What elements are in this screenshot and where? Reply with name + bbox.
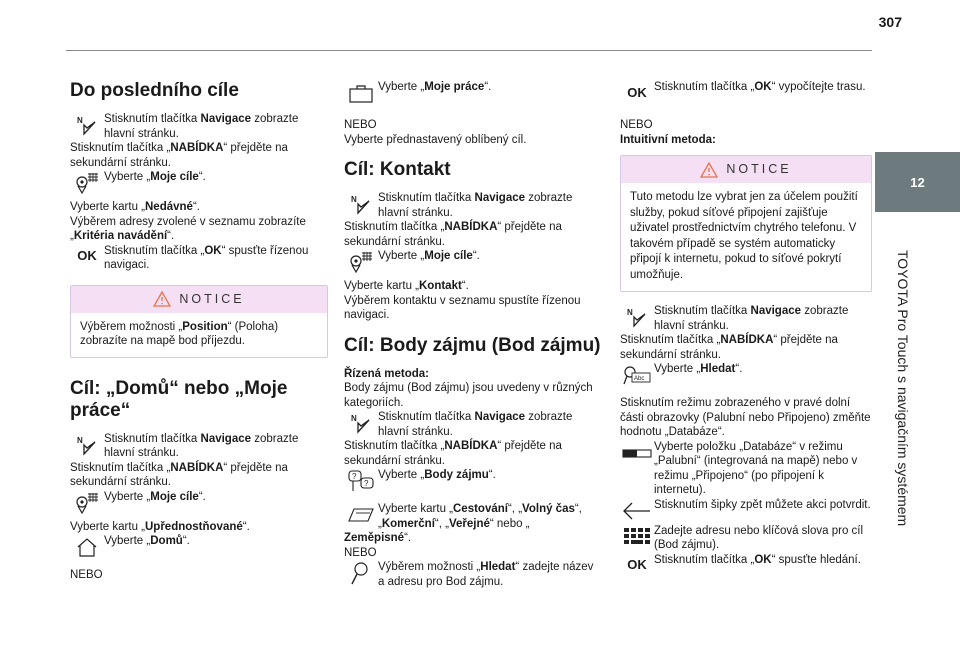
step-text: Stisknutím tlačítka Navigace zobrazte hlavní stránku. bbox=[104, 432, 299, 459]
briefcase-icon bbox=[344, 80, 378, 106]
keyboard-icon bbox=[620, 524, 654, 550]
toggle-icon bbox=[620, 440, 654, 466]
step-text: Stisknutím tlačítka „OK“ spusťte řízenou navigaci. bbox=[104, 244, 309, 271]
step-text: Vyberte položku „Databáze“ v režimu „Palubní“ (integrovaná na mapě) nebo v režimu „Připojeno“ (po připojení k internetu). bbox=[654, 440, 858, 496]
step-navigation bbox=[620, 304, 872, 333]
notice-title: NOTICE bbox=[179, 291, 245, 306]
step-text: Vyberte kartu „Cestování“, „Volný čas“, „Komerční“, „Veřejné“ nebo „ bbox=[378, 503, 582, 530]
warning-icon bbox=[153, 291, 171, 307]
column-2 bbox=[344, 80, 602, 589]
ok-icon: OK bbox=[627, 557, 647, 573]
back-arrow-icon bbox=[620, 498, 654, 524]
or-text: NEBO bbox=[620, 119, 653, 131]
navigation-icon bbox=[344, 191, 378, 217]
step-poi bbox=[344, 468, 602, 494]
step-my-destinations bbox=[70, 170, 328, 196]
step-text: Vyberte „Moje cíle“. bbox=[378, 250, 480, 262]
search-address-icon bbox=[620, 362, 654, 388]
step-back bbox=[620, 498, 872, 524]
step-text: Stisknutím tlačítka Navigace zobrazte hlavní stránku. bbox=[104, 113, 299, 140]
svg-text:Abc: Abc bbox=[634, 376, 645, 382]
chapter-title bbox=[888, 228, 918, 548]
step-text: Vyberte „Hledat“. bbox=[654, 363, 743, 375]
destinations-icon bbox=[70, 490, 104, 516]
chapter-tab[interactable]: 12 bbox=[875, 152, 960, 212]
step-recent: Vyberte kartu „Nedávné“. bbox=[70, 201, 200, 213]
or-text: NEBO bbox=[344, 546, 377, 559]
column-1 bbox=[70, 80, 328, 583]
step-text: Vyberte „Body zájmu“. bbox=[378, 469, 496, 481]
or-text: NEBO bbox=[344, 119, 377, 131]
step-menu: Stisknutím tlačítka „NABÍDKA“ přejděte na sekundární stránku. bbox=[620, 334, 838, 361]
navigation-icon bbox=[70, 112, 104, 138]
step-text: Stisknutím tlačítka Navigace zobrazte hlavní stránku. bbox=[378, 192, 573, 219]
notice-body: Výběrem možnosti „Position“ (Poloha) zobrazíte na mapě bod příjezdu. bbox=[80, 320, 279, 347]
intuitive-method-label: Intuitivní metoda: bbox=[620, 133, 716, 146]
step-text: Vyberte „Moje cíle“. bbox=[104, 171, 206, 183]
step-navigation bbox=[344, 410, 602, 439]
step-preferred: Vyberte kartu „Upřednostňované“. bbox=[70, 520, 250, 533]
poi-intro: Body zájmu (Bod zájmu) jsou uvedeny v různých kategoriích. bbox=[344, 382, 593, 409]
step-navigation bbox=[344, 191, 602, 220]
step-select-address: Výběrem adresy zvolené v seznamu zobrazíte „Kritéria navádění“. bbox=[70, 215, 306, 242]
notice-body: Tuto metodu lze vybrat jen za účelem použití služby, pokud síťové připojení zajišťuje uživatel prostřednictvím chytrého telefonu. V takovém případě se systém automaticky připojí k internetu, pokud to síťové pokrytí umožňuje. bbox=[630, 191, 858, 281]
ok-icon: OK bbox=[77, 248, 97, 264]
step-search bbox=[620, 362, 872, 388]
header-rule bbox=[66, 50, 872, 51]
heading-home-work: Cíl: „Domů“ nebo „Moje práce“ bbox=[70, 377, 288, 421]
step-text: Stisknutím tlačítka „OK“ spusťte hledání. bbox=[654, 553, 861, 566]
notice-box bbox=[70, 285, 328, 358]
svg-text:?: ? bbox=[352, 472, 357, 481]
step-my-destinations bbox=[344, 249, 602, 275]
poi-icon bbox=[344, 468, 378, 494]
svg-text:?: ? bbox=[364, 479, 369, 488]
search-icon bbox=[344, 560, 378, 586]
step-favorite: Vyberte přednastavený oblíbený cíl. bbox=[344, 133, 527, 146]
step-mode: Stisknutím režimu zobrazeného v pravé dolní části obrazovky (Palubní nebo Připojeno) změňte hodnotu „Databáze“. bbox=[620, 397, 871, 438]
heading-poi: Cíl: Body zájmu (Bod zájmu) bbox=[344, 334, 601, 356]
step-text: Stisknutím šipky zpět můžete akci potvrdit. bbox=[654, 498, 871, 511]
heading-last-destination: Do posledního cíle bbox=[70, 80, 239, 101]
step-text: Vyberte „Moje cíle“. bbox=[104, 490, 206, 503]
page-number: 307 bbox=[878, 14, 902, 30]
navigation-icon bbox=[70, 432, 104, 458]
notice-header bbox=[71, 286, 327, 313]
step-text: Stisknutím tlačítka „OK“ vypočítejte trasu. bbox=[654, 81, 866, 93]
step-contact-tab: Vyberte kartu „Kontakt“. bbox=[344, 280, 469, 292]
guided-method-label: Řízená metoda: bbox=[344, 367, 429, 380]
step-category-tabs-cont: Zeměpisné“. bbox=[344, 532, 412, 544]
step-home bbox=[70, 534, 328, 560]
or-text: NEBO bbox=[70, 569, 103, 581]
svg-text:N: N bbox=[77, 435, 83, 445]
column-3 bbox=[620, 80, 872, 579]
step-text: Vyberte „Moje práce“. bbox=[378, 81, 492, 93]
step-select-contact: Výběrem kontaktu v seznamu spustíte řízenou navigaci. bbox=[344, 294, 581, 321]
destinations-icon bbox=[344, 249, 378, 275]
notice-title: NOTICE bbox=[726, 162, 792, 177]
step-ok-search bbox=[620, 553, 872, 579]
step-keyboard bbox=[620, 524, 872, 553]
svg-text:N: N bbox=[77, 116, 83, 125]
warning-icon bbox=[700, 162, 718, 178]
svg-text:N: N bbox=[627, 308, 633, 317]
notice-header bbox=[621, 156, 871, 183]
step-navigation bbox=[70, 112, 328, 141]
step-menu: Stisknutím tlačítka „NABÍDKA“ přejděte na sekundární stránku. bbox=[70, 142, 288, 169]
step-navigation bbox=[70, 432, 328, 461]
step-category-tabs bbox=[344, 502, 602, 531]
step-menu: Stisknutím tlačítka „NABÍDKA“ přejděte na sekundární stránku. bbox=[70, 461, 288, 488]
step-menu: Stisknutím tlačítka „NABÍDKA“ přejděte na sekundární stránku. bbox=[344, 221, 562, 248]
chapter-title-text: TOYOTA Pro Touch s navigačním systémem bbox=[895, 249, 911, 527]
step-text: Stisknutím tlačítka Navigace zobrazte hlavní stránku. bbox=[378, 411, 573, 438]
step-text: Vyberte „Domů“. bbox=[104, 535, 190, 547]
step-text: Stisknutím tlačítka Navigace zobrazte hlavní stránku. bbox=[654, 305, 849, 332]
step-search bbox=[344, 560, 602, 589]
navigation-icon bbox=[344, 410, 378, 436]
step-my-work bbox=[344, 80, 602, 106]
step-text: Zadejte adresu nebo klíčová slova pro cíl (Bod zájmu). bbox=[654, 524, 864, 551]
step-menu: Stisknutím tlačítka „NABÍDKA“ přejděte na sekundární stránku. bbox=[344, 440, 562, 467]
step-database bbox=[620, 440, 872, 498]
destinations-icon bbox=[70, 170, 104, 196]
svg-text:N: N bbox=[351, 414, 357, 423]
home-icon bbox=[70, 534, 104, 560]
step-ok bbox=[70, 244, 328, 273]
navigation-icon bbox=[620, 304, 654, 330]
step-ok-route bbox=[620, 80, 872, 106]
step-my-destinations bbox=[70, 490, 328, 516]
tabs-icon bbox=[344, 502, 378, 528]
notice-box bbox=[620, 155, 872, 292]
heading-contact: Cíl: Kontakt bbox=[344, 159, 451, 180]
step-text: Výběrem možnosti „Hledat“ zadejte název a adresu pro Bod zájmu. bbox=[378, 561, 594, 588]
svg-text:N: N bbox=[351, 195, 357, 204]
ok-icon: OK bbox=[627, 84, 647, 100]
